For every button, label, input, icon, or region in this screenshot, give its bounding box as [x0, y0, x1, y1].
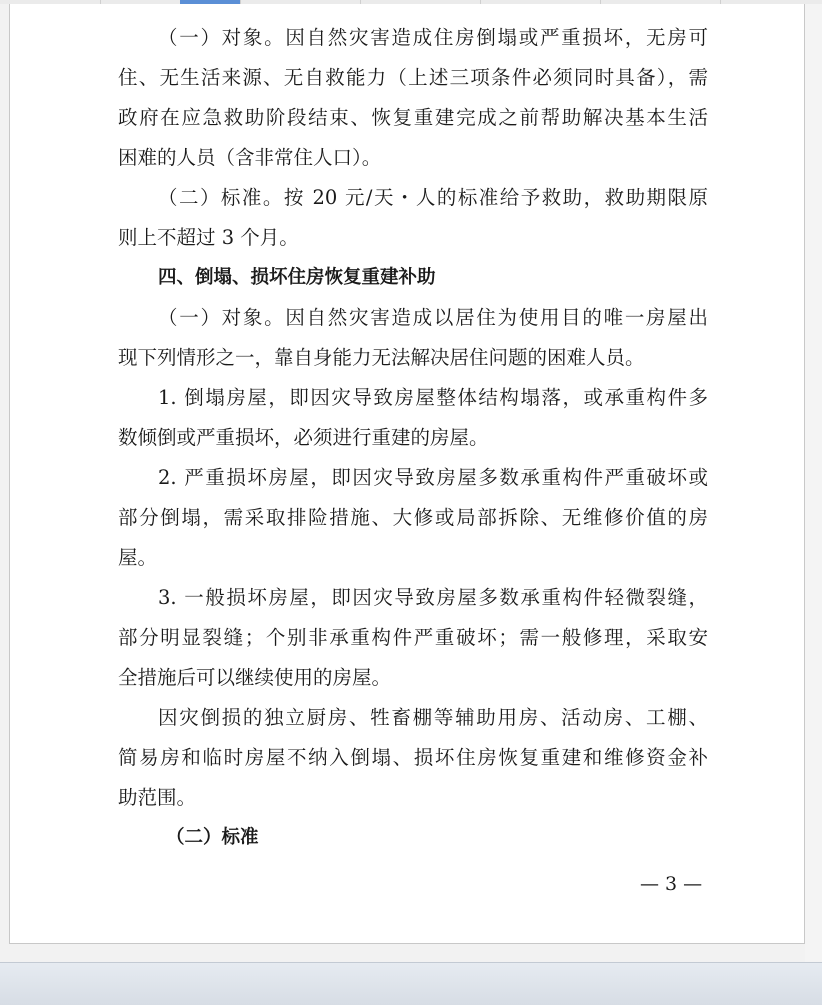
toolbar-segment[interactable] [660, 0, 721, 4]
status-bar [0, 962, 822, 1005]
paragraph-line: 助范围。 [118, 786, 197, 809]
toolbar-segment[interactable] [540, 0, 601, 4]
paragraph-line: 政府在应急救助阶段结束、恢复重建完成之前帮助解决基本生活 [118, 106, 708, 129]
paragraph-line: 则上不超过 3 个月。 [118, 226, 299, 249]
toolbar-segment[interactable] [300, 0, 361, 4]
paragraph-line: 3. 一般损坏房屋，即因灾导致房屋多数承重构件轻微裂缝， [158, 586, 708, 609]
section-heading: 四、倒塌、损坏住房恢复重建补助 [158, 267, 436, 288]
paragraph-line: 因灾倒损的独立厨房、牲畜棚等辅助用房、活动房、工棚、 [158, 706, 708, 729]
toolbar-segment[interactable] [420, 0, 481, 4]
paragraph-line: 部分明显裂缝；个别非承重构件严重破坏；需一般修理，采取安 [118, 626, 708, 649]
paragraph-line: 1. 倒塌房屋，即因灾导致房屋整体结构塌落，或承重构件多 [158, 386, 708, 409]
toolbar-segment-active[interactable] [180, 0, 241, 4]
paragraph-line: 部分倒塌，需采取排险措施、大修或局部拆除、无维修价值的房 [118, 506, 708, 529]
page-number: — 3 — [640, 873, 703, 895]
paragraph-line: 全措施后可以继续使用的房屋。 [118, 666, 392, 689]
top-toolbar-strip [0, 0, 822, 4]
paragraph-line: 屋。 [118, 546, 158, 569]
paragraph-line: 困难的人员（含非常住人口）。 [118, 146, 382, 169]
paragraph-line: 现下列情形之一，靠自身能力无法解决居住问题的困难人员。 [118, 346, 645, 369]
paragraph-line: 数倾倒或严重损坏，必须进行重建的房屋。 [118, 426, 489, 449]
paragraph-line: （一）对象。因自然灾害造成住房倒塌或严重损坏，无房可 [158, 26, 708, 49]
subsection-heading: （二）标准 [166, 827, 259, 848]
right-gutter [805, 0, 822, 962]
paragraph-line: 2. 严重损坏房屋，即因灾导致房屋多数承重构件严重破坏或 [158, 466, 708, 489]
paragraph-line: （二）标准。按 20 元/天・人的标准给予救助，救助期限原 [158, 186, 708, 209]
paragraph-line: （一）对象。因自然灾害造成以居住为使用目的唯一房屋出 [158, 306, 708, 329]
toolbar-segment[interactable] [40, 0, 101, 4]
paragraph-line: 住、无生活来源、无自救能力（上述三项条件必须同时具备），需 [118, 66, 708, 89]
paragraph-line: 简易房和临时房屋不纳入倒塌、损坏住房恢复重建和维修资金补 [118, 746, 708, 769]
